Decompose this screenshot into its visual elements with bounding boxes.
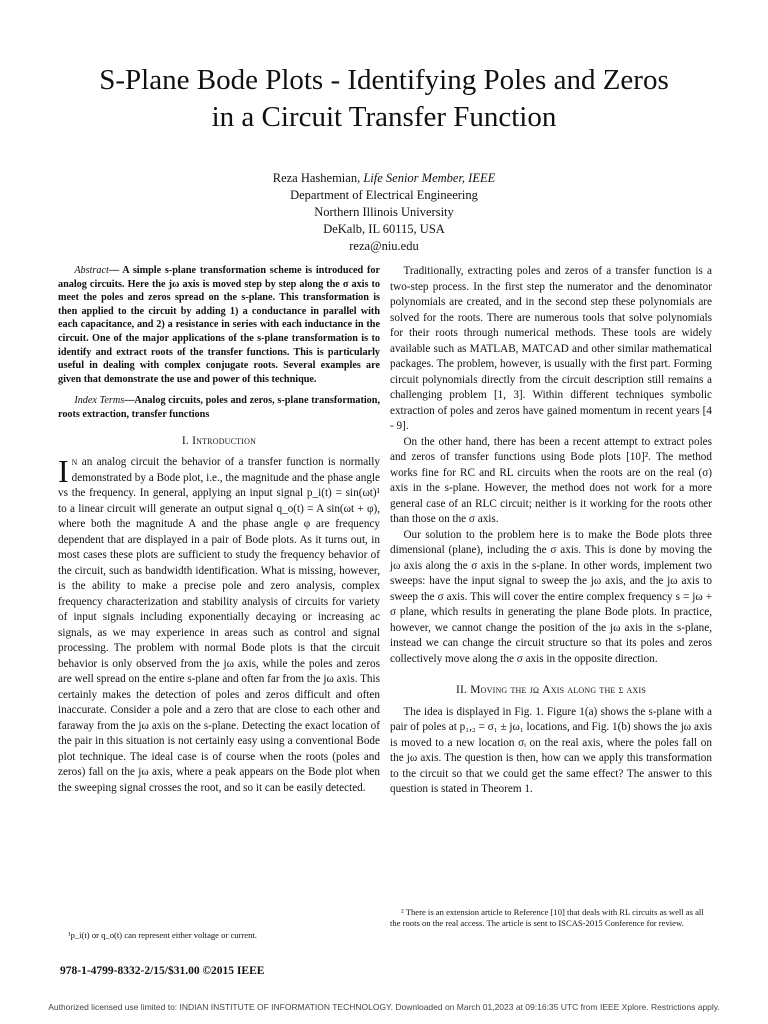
- abstract: [58, 264, 380, 386]
- author-department: Department of Electrical Engineering: [290, 188, 478, 202]
- author-location: DeKalb, IL 60115, USA: [323, 222, 445, 236]
- footnote-1: ¹p_i(t) or q_o(t) can represent either voltage or current.: [68, 930, 257, 940]
- authorized-use-footer: Authorized licensed use limited to: INDIAN INSTITUTE OF INFORMATION TECHNOLOGY. Downloaded on March 01,2023 at 09:16:35 UTC from IEEE Xplore. Restrictions apply.: [48, 1002, 720, 1012]
- paper-title: [40, 62, 728, 136]
- introduction-paragraph: [58, 455, 380, 796]
- title-line-1: S-Plane Bode Plots - Identifying Poles and Zeros: [99, 64, 669, 96]
- abstract-label: Abstract: [74, 265, 109, 276]
- title-line-2: in a Circuit Transfer Function: [211, 101, 557, 133]
- index-terms-text: —Analog circuits, poles and zeros, s-plane transformation, roots extraction, transfer functions: [58, 395, 380, 420]
- section-heading-introduction: I. Introduction: [181, 434, 257, 447]
- author-block: [150, 170, 618, 255]
- index-terms-label: Index Terms: [74, 395, 125, 407]
- footnote-2: ² There is an extension article to Reference [10] that deals with RL circuits as well as all the roots on the real access. The article is sent to ISCAS-2015 Conference for review.: [390, 907, 704, 928]
- isbn-copyright: 978-1-4799-8332-2/15/$31.00 ©2015 IEEE: [60, 965, 265, 977]
- drop-cap: I: [58, 453, 69, 490]
- author-grade: Life Senior Member, IEEE: [363, 171, 496, 185]
- paragraph-traditionally: Traditionally, extracting poles and zeros of a transfer function is a two-step process. In the first step the numerator and the denominator polynomials are created, and in the second step these polynomials are solved for the roots. There are numerous tools that solve polynomials for their roots through numerical methods. These tools are widely available such as MATLAB, MATCAD and other similar mathematical packages. The problem, however, is usually with the first part. Forming circuit polynomials directly from the circuit description still remains a challenging problem [1, 3]. Within different techniques symbolic extraction of poles and zeros have gained momentum in recent years [4 - 9].: [390, 265, 712, 432]
- author-university: Northern Illinois University: [314, 205, 454, 219]
- abstract-text: — A simple s-plane transformation scheme is introduced for analog circuits. Here the jω axis is moved step by step along the σ axis to meet the poles and zeros spread on the s-plane. This transformation is then applied to the circuit by adding 1) a conductance in parallel with each capacitance, and 2) a resistance in series with each inductance in the circuit. One of the major applications of the s-plane transformation is to identify and extract roots of the transfer functions. This is particularly useful in dealing with complex conjugate roots. Several examples are given that demonstrate the use and power of this technique.: [58, 265, 380, 385]
- paragraph-other-hand: On the other hand, there has been a recent attempt to extract poles and zeros of transfer functions using Bode plots [10]². The method works fine for RC and RL circuits when the roots are on the real (σ) axis in the s-plane. However, the method does not work for a more general case of an RLC circuit; neither is it working for the roots other than those on the σ axis.: [390, 435, 712, 525]
- author-line: [150, 170, 618, 187]
- section-heading-moving-axis: II. Moving the jω Axis along the σ axis: [455, 684, 646, 696]
- index-terms: [58, 394, 380, 421]
- author-email[interactable]: reza@niu.edu: [349, 239, 419, 253]
- paragraph-our-solution: Our solution to the problem here is to make the Bode plots three dimensional (plane), including the σ axis. This is done by moving the jω axis along the σ axis in the s-plane. In other words, implement two sweeps: have the input signal to sweep the jω axis, and the jω axis to sweep the σ axis. This will cover the entire complex frequency s = jω + σ plane, which results in generating the plane Bode plots. In practice, however, we cannot change the position of the jω axis in the s-plane, instead we can change the circuit structure so that its poles and zeros collectively move along the σ axis in the opposite direction.: [390, 528, 712, 665]
- paragraph-idea-fig1: The idea is displayed in Fig. 1. Figure 1(a) shows the s-plane with a pair of poles at p₁,₂ = σ₁ ± jω₁ locations, and Fig. 1(b) shows the jω axis is moved to a new location σᵢ on the real axis, where the poles fall on the jω axis. The question is then, how can we apply this transformation to the circuit so that we could get the same effect? The answer to this question is stated in Theorem 1.: [390, 705, 712, 795]
- introduction-text: an analog circuit the behavior of a transfer function is normally demonstrated by a Bode plot, i.e., the magnitude and the phase angle vs the frequency. In general, applying an input signal p_i(t) = sin(ωt)¹ to a linear circuit will generate an output signal q_o(t) = A sin(ωt + φ), where both the magnitude A and the phase angle φ are frequency dependent that are displayed in a pair of Bode plots. As it turns out, in most cases these plots are sufficient to study the frequency behavior of the circuit, such as bandwidth identification. What is missing, however, is the ability to make a precise pole and zero analysis, complex frequency characterization and stability analysis of circuits for variety of input signals including exponentially decaying or increasing ac signals, as we may experience in areas such as control and signal processing. The problem with normal Bode plots is that the circuit behavior is only observed from the jω axis, while the poles and zeros are well spread on the entire s-plane and often far from the jω axis. This certainly makes the detection of poles and zeros difficult and often inaccurate. Consider a pole and a zero that are close to each other and faraway from the jω axis on the s-plane. Detecting the exact location of the pair in this situation is not certainly easy using a conventional Bode plot technique. The ideal case is of course when the roots (poles and zeros) fall on the jω axis, where a peak appears on the Bode plot when the sweeping signal crosses the root, and so it can be easily detected.: [58, 456, 380, 794]
- left-column: [58, 264, 380, 796]
- right-column: [390, 264, 712, 798]
- author-name: Reza Hashemian,: [272, 171, 364, 185]
- drop-cap-rest: n: [71, 456, 78, 469]
